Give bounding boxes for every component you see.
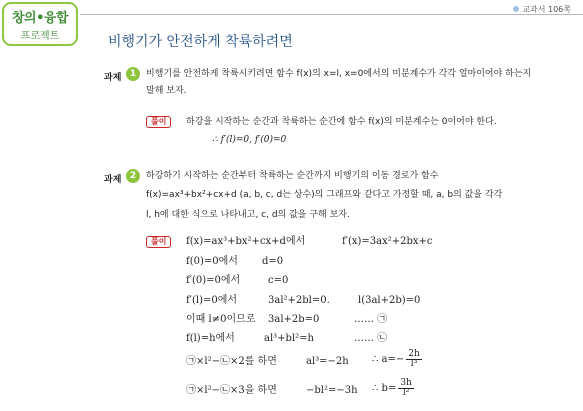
badge-title: 창의•융합 [11,11,69,26]
result-fraction [406,350,422,369]
step-equation-left: f(0)=0에서 [186,256,238,267]
task2-question-line1: 하강하기 시작하는 순간부터 착륙하는 순간까지 비행기의 이동 경로가 함수 [146,171,439,181]
step-result-prefix: ∴ b= [372,383,397,394]
task2-question-line2: f(x)=ax³+bx²+cx+d (a, b, c, d는 상수)의 그래프와 같다고 가정할 때, a, b의 값을 각각 [146,190,503,200]
task1-solution-line1: 하강을 시작하는 순간과 착륙하는 순간에 함수 f(x)의 미분계수는 0이어야 한다. [186,117,497,127]
step-equation-left: f′(0)=0에서 [186,275,241,286]
task2-label: 과제 [104,175,122,185]
project-badge [2,2,78,46]
fraction-numerator: 3h [400,378,412,388]
task1-label: 과제 [104,73,122,83]
task1-question-line1: 비행기를 안전하게 착륙시키려면 함수 f(x)의 x=l, x=0에서의 미분계수가 각각 얼마이어야 하는지 [146,69,532,79]
book-icon [513,6,519,12]
step-equation-right: c=0 [268,275,289,286]
step-equation-mid: al³+bl²=h [264,333,314,344]
step-equation-left: f′(l)=0에서 [186,295,238,306]
task2-question-line3: l, h에 대한 식으로 나타내고, c, d의 값을 구해 보자. [146,210,350,220]
result-fraction [398,379,414,398]
step-equation-right: …… ㉠ [354,314,388,325]
task1-solution-line2: ∴ f′(l)=0, f′(0)=0 [212,135,287,145]
fraction-denominator: l³ [410,359,418,369]
step-equation-left: ㉠×l²−㉡×2를 하면 [186,356,277,367]
step-equation-mid: 3al+2b=0 [268,314,320,325]
task2-number: 2 [126,169,140,183]
textbook-reference [513,4,571,15]
textbook-reference-text: 교과서 106쪽 [522,5,571,14]
step-equation-left: ㉠×l²−㉡×3을 하면 [186,385,277,396]
step-equation-left: 이때 l≠0이므로 [186,314,256,325]
badge-subtitle: 프로젝트 [20,31,60,42]
step-equation-mid: al³=−2h [306,356,349,367]
fraction-numerator: 2h [408,349,420,359]
fraction-denominator: l² [402,388,410,398]
page-title: 비행기가 안전하게 착륙하려면 [108,34,293,50]
step-equation-right: d=0 [262,256,284,267]
step-equation-right: …… ㉡ [354,333,388,344]
task1-number: 1 [126,67,140,81]
task1-question-line2: 말해 보자. [146,86,187,96]
header-divider [80,14,583,15]
step-equation-right [372,350,422,369]
step-equation-right: f′(x)=3ax²+2bx+c [342,236,433,247]
step-equation-left: f(x)=ax³+bx²+cx+d에서 [186,236,306,247]
step-result-prefix: ∴ a=− [372,354,405,365]
step-equation-right: l(3al+2b)=0 [358,295,421,306]
step-equation-mid: −bl²=−3h [306,385,358,396]
task2-solution-label: 풀이 [146,236,171,248]
step-equation-left: f(l)=h에서 [186,333,235,344]
step-equation-mid: 3al²+2bl=0. [268,295,330,306]
step-equation-right [372,379,414,398]
task1-solution-label: 풀이 [146,116,171,128]
